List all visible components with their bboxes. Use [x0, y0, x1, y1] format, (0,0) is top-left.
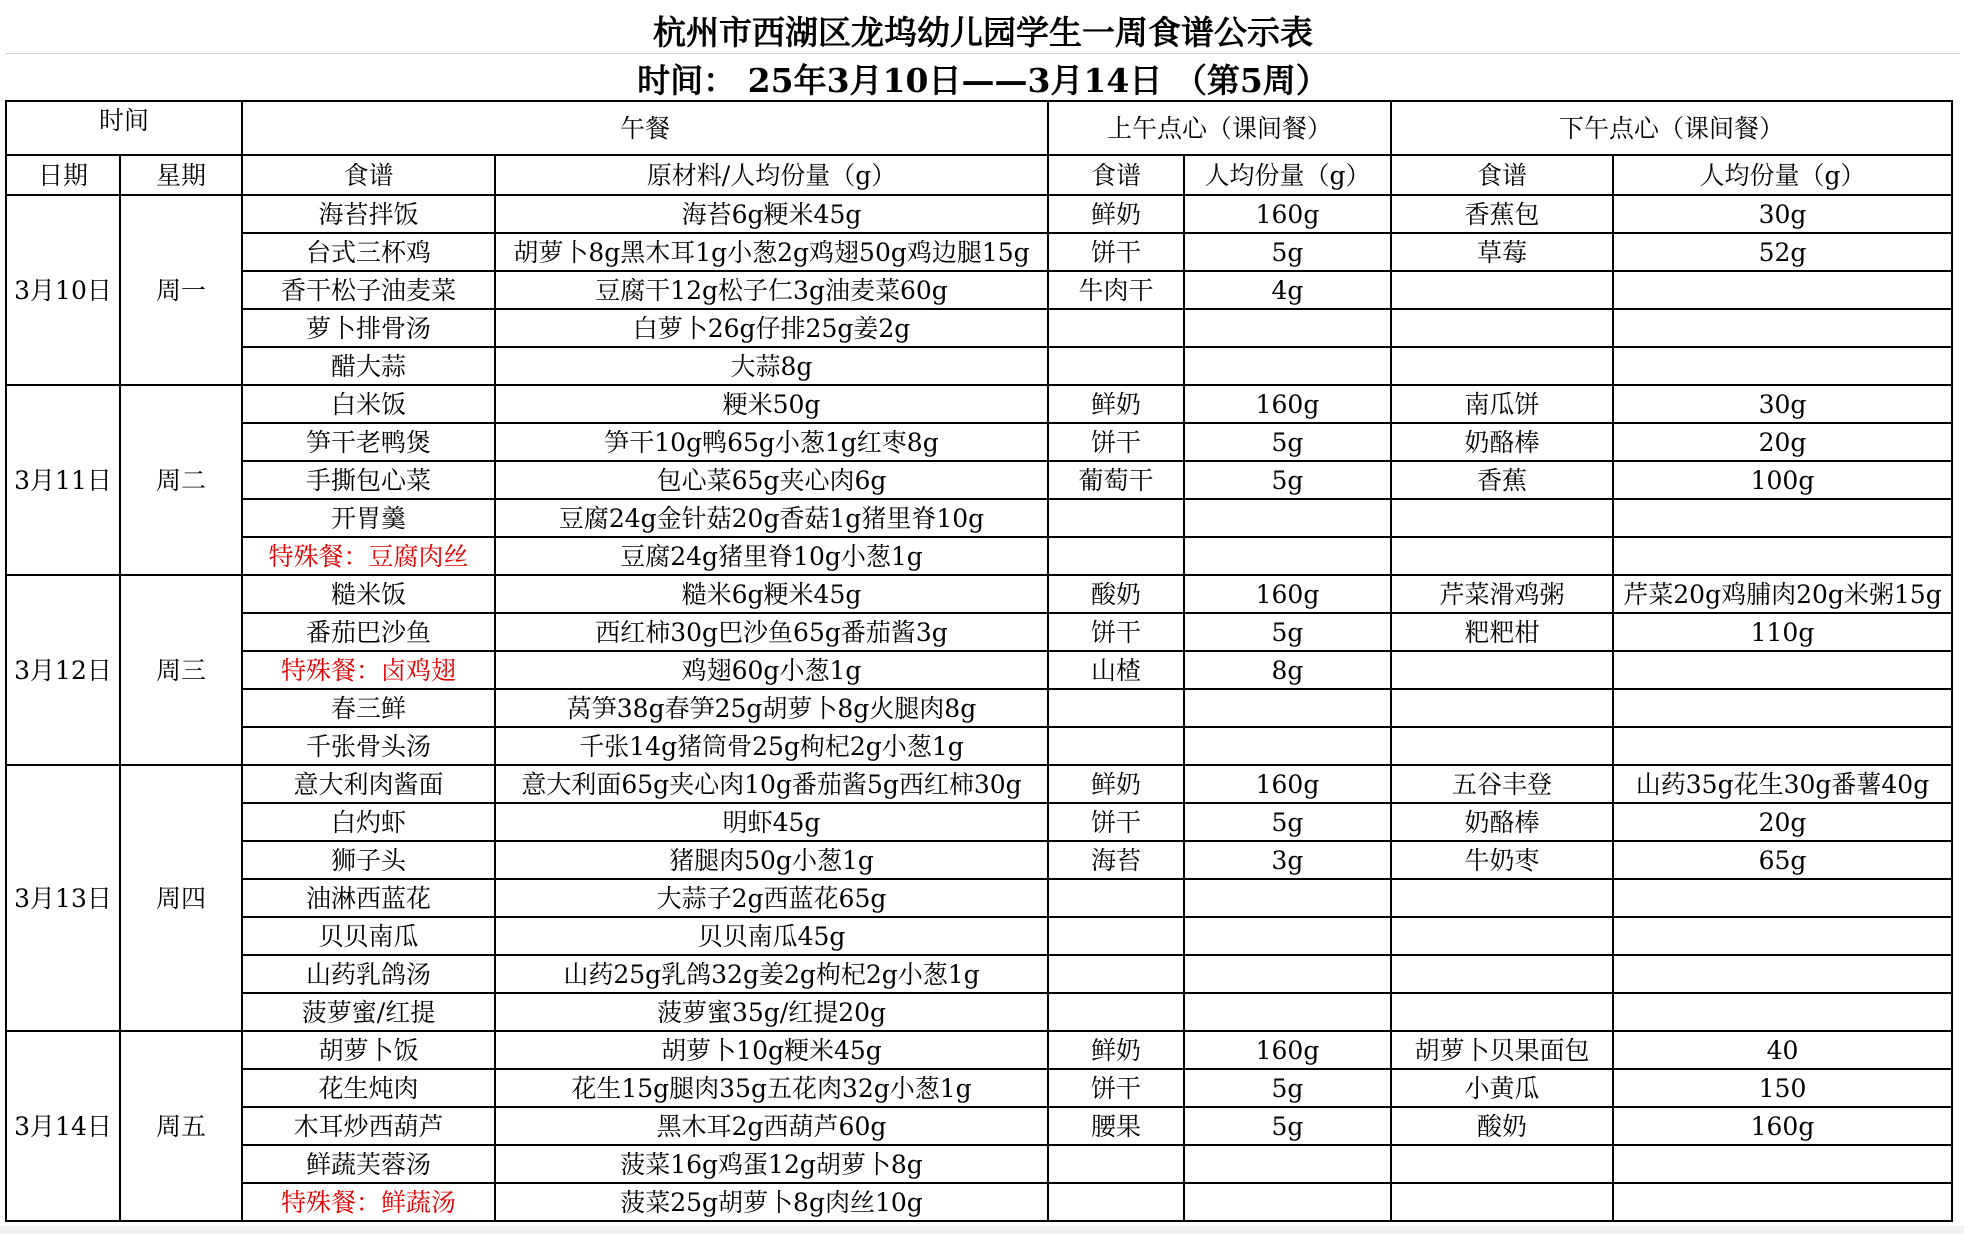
header-am-recipe: 食谱	[1048, 155, 1184, 195]
am-snack-item-cell: 饼干	[1048, 1069, 1184, 1107]
table-row	[6, 955, 1952, 993]
pm-snack-portion-cell	[1613, 347, 1952, 385]
pm-snack-portion-cell: 40	[1613, 1031, 1952, 1069]
date-range-subtitle: 时间： 25年3月10日——3月14日 （第5周）	[637, 60, 1329, 100]
pm-snack-item-cell: 粑粑柑	[1391, 613, 1613, 651]
lunch-dish-cell: 笋干老鸭煲	[242, 423, 495, 461]
lunch-dish-cell: 木耳炒西葫芦	[242, 1107, 495, 1145]
pm-snack-item-cell: 牛奶枣	[1391, 841, 1613, 879]
header-lunch: 午餐	[242, 101, 1048, 155]
am-snack-portion-cell	[1184, 955, 1391, 993]
lunch-ingredients-cell: 糙米6g粳米45g	[495, 575, 1048, 613]
am-snack-item-cell: 饼干	[1048, 613, 1184, 651]
am-snack-item-cell: 鲜奶	[1048, 765, 1184, 803]
pm-snack-portion-cell: 30g	[1613, 195, 1952, 233]
am-snack-item-cell	[1048, 917, 1184, 955]
lunch-ingredients-cell: 海苔6g粳米45g	[495, 195, 1048, 233]
pm-snack-item-cell: 南瓜饼	[1391, 385, 1613, 423]
table-row	[6, 271, 1952, 309]
lunch-ingredients-cell: 意大利面65g夹心肉10g番茄酱5g西红柿30g	[495, 765, 1048, 803]
pm-snack-item-cell: 小黄瓜	[1391, 1069, 1613, 1107]
pm-snack-item-cell	[1391, 1145, 1613, 1183]
header-pm-portion: 人均份量（g）	[1613, 155, 1952, 195]
am-snack-portion-cell: 5g	[1184, 1069, 1391, 1107]
am-snack-item-cell: 鲜奶	[1048, 1031, 1184, 1069]
page-title: 杭州市西湖区龙坞幼儿园学生一周食谱公示表	[6, 8, 1960, 54]
am-snack-portion-cell: 160g	[1184, 385, 1391, 423]
table-row	[6, 1069, 1952, 1107]
am-snack-item-cell: 山楂	[1048, 651, 1184, 689]
am-snack-portion-cell: 8g	[1184, 651, 1391, 689]
lunch-dish-cell: 特殊餐：卤鸡翅	[242, 651, 495, 689]
lunch-ingredients-cell: 猪腿肉50g小葱1g	[495, 841, 1048, 879]
table-row	[6, 727, 1952, 765]
lunch-dish-cell: 千张骨头汤	[242, 727, 495, 765]
header-weekday: 星期	[120, 155, 242, 195]
lunch-dish-cell: 海苔拌饭	[242, 195, 495, 233]
pm-snack-portion-cell	[1613, 917, 1952, 955]
pm-snack-item-cell	[1391, 271, 1613, 309]
day-weekday-cell: 周四	[120, 765, 242, 1031]
am-snack-portion-cell: 5g	[1184, 233, 1391, 271]
am-snack-item-cell	[1048, 537, 1184, 575]
pm-snack-portion-cell	[1613, 955, 1952, 993]
day-date-cell: 3月11日	[6, 385, 120, 575]
am-snack-portion-cell: 5g	[1184, 423, 1391, 461]
am-snack-item-cell: 鲜奶	[1048, 195, 1184, 233]
lunch-dish-cell: 鲜蔬芙蓉汤	[242, 1145, 495, 1183]
day-weekday-cell: 周一	[120, 195, 242, 385]
am-snack-portion-cell: 160g	[1184, 195, 1391, 233]
pm-snack-item-cell	[1391, 347, 1613, 385]
table-row	[6, 499, 1952, 537]
lunch-ingredients-cell: 西红柿30g巴沙鱼65g番茄酱3g	[495, 613, 1048, 651]
lunch-dish-cell: 香干松子油麦菜	[242, 271, 495, 309]
lunch-dish-cell: 山药乳鸽汤	[242, 955, 495, 993]
lunch-dish-cell: 糙米饭	[242, 575, 495, 613]
am-snack-item-cell: 饼干	[1048, 233, 1184, 271]
table-row	[6, 385, 1952, 423]
am-snack-portion-cell	[1184, 917, 1391, 955]
pm-snack-item-cell: 芹菜滑鸡粥	[1391, 575, 1613, 613]
pm-snack-item-cell: 五谷丰登	[1391, 765, 1613, 803]
am-snack-item-cell	[1048, 689, 1184, 727]
am-snack-portion-cell: 5g	[1184, 461, 1391, 499]
lunch-dish-cell: 菠萝蜜/红提	[242, 993, 495, 1031]
pm-snack-item-cell: 奶酪棒	[1391, 803, 1613, 841]
pm-snack-portion-cell	[1613, 1145, 1952, 1183]
day-date-cell: 3月14日	[6, 1031, 120, 1221]
am-snack-portion-cell	[1184, 537, 1391, 575]
pm-snack-portion-cell	[1613, 499, 1952, 537]
pm-snack-portion-cell: 160g	[1613, 1107, 1952, 1145]
am-snack-item-cell: 葡萄干	[1048, 461, 1184, 499]
lunch-dish-cell: 春三鲜	[242, 689, 495, 727]
pm-snack-portion-cell: 山药35g花生30g番薯40g	[1613, 765, 1952, 803]
am-snack-portion-cell: 160g	[1184, 765, 1391, 803]
am-snack-item-cell: 饼干	[1048, 803, 1184, 841]
table-row	[6, 613, 1952, 651]
am-snack-portion-cell: 4g	[1184, 271, 1391, 309]
am-snack-item-cell	[1048, 499, 1184, 537]
pm-snack-portion-cell	[1613, 879, 1952, 917]
table-row	[6, 1183, 1952, 1221]
lunch-dish-cell: 特殊餐：鲜蔬汤	[242, 1183, 495, 1221]
am-snack-portion-cell: 3g	[1184, 841, 1391, 879]
lunch-ingredients-cell: 贝贝南瓜45g	[495, 917, 1048, 955]
am-snack-portion-cell	[1184, 1145, 1391, 1183]
lunch-ingredients-cell: 胡萝卜10g粳米45g	[495, 1031, 1048, 1069]
header-date: 日期	[6, 155, 120, 195]
day-weekday-cell: 周五	[120, 1031, 242, 1221]
header-row-2	[6, 155, 1952, 195]
lunch-ingredients-cell: 菠萝蜜35g/红提20g	[495, 993, 1048, 1031]
lunch-ingredients-cell: 胡萝卜8g黑木耳1g小葱2g鸡翅50g鸡边腿15g	[495, 233, 1048, 271]
am-snack-portion-cell: 160g	[1184, 575, 1391, 613]
am-snack-portion-cell	[1184, 309, 1391, 347]
header-ingredients: 原材料/人均份量（g）	[495, 155, 1048, 195]
lunch-ingredients-cell: 豆腐24g猪里脊10g小葱1g	[495, 537, 1048, 575]
day-weekday-cell: 周二	[120, 385, 242, 575]
lunch-ingredients-cell: 笋干10g鸭65g小葱1g红枣8g	[495, 423, 1048, 461]
pm-snack-item-cell: 香蕉	[1391, 461, 1613, 499]
am-snack-portion-cell: 5g	[1184, 803, 1391, 841]
lunch-dish-cell: 白灼虾	[242, 803, 495, 841]
pm-snack-item-cell	[1391, 917, 1613, 955]
lunch-ingredients-cell: 包心菜65g夹心肉6g	[495, 461, 1048, 499]
am-snack-portion-cell: 5g	[1184, 1107, 1391, 1145]
pm-snack-item-cell	[1391, 1183, 1613, 1221]
lunch-ingredients-cell: 莴笋38g春笋25g胡萝卜8g火腿肉8g	[495, 689, 1048, 727]
header-afternoon-snack: 下午点心（课间餐）	[1391, 101, 1952, 155]
lunch-dish-cell: 意大利肉酱面	[242, 765, 495, 803]
header-time: 时间	[6, 101, 242, 155]
pm-snack-item-cell	[1391, 651, 1613, 689]
am-snack-item-cell: 牛肉干	[1048, 271, 1184, 309]
pm-snack-item-cell	[1391, 993, 1613, 1031]
lunch-ingredients-cell: 豆腐24g金针菇20g香菇1g猪里脊10g	[495, 499, 1048, 537]
am-snack-portion-cell	[1184, 499, 1391, 537]
table-row	[6, 689, 1952, 727]
lunch-ingredients-cell: 黑木耳2g西葫芦60g	[495, 1107, 1048, 1145]
pm-snack-portion-cell	[1613, 727, 1952, 765]
table-row	[6, 195, 1952, 233]
pm-snack-portion-cell: 100g	[1613, 461, 1952, 499]
table-row	[6, 841, 1952, 879]
pm-snack-portion-cell	[1613, 1183, 1952, 1221]
pm-snack-portion-cell	[1613, 537, 1952, 575]
pm-snack-item-cell	[1391, 309, 1613, 347]
lunch-ingredients-cell: 千张14g猪筒骨25g枸杞2g小葱1g	[495, 727, 1048, 765]
pm-snack-portion-cell	[1613, 689, 1952, 727]
lunch-dish-cell: 开胃羹	[242, 499, 495, 537]
header-recipe: 食谱	[242, 155, 495, 195]
table-row	[6, 233, 1952, 271]
day-date-cell: 3月10日	[6, 195, 120, 385]
pm-snack-portion-cell	[1613, 271, 1952, 309]
am-snack-portion-cell: 160g	[1184, 1031, 1391, 1069]
pm-snack-portion-cell	[1613, 309, 1952, 347]
day-date-cell: 3月13日	[6, 765, 120, 1031]
pm-snack-portion-cell: 150	[1613, 1069, 1952, 1107]
table-row	[6, 1145, 1952, 1183]
table-row	[6, 1031, 1952, 1069]
pm-snack-portion-cell: 20g	[1613, 803, 1952, 841]
lunch-dish-cell: 狮子头	[242, 841, 495, 879]
am-snack-item-cell: 海苔	[1048, 841, 1184, 879]
header-morning-snack: 上午点心（课间餐）	[1048, 101, 1391, 155]
pm-snack-item-cell: 奶酪棒	[1391, 423, 1613, 461]
pm-snack-item-cell	[1391, 879, 1613, 917]
table-row	[6, 537, 1952, 575]
table-row	[6, 575, 1952, 613]
pm-snack-item-cell	[1391, 689, 1613, 727]
table-row	[6, 1107, 1952, 1145]
table-row	[6, 879, 1952, 917]
pm-snack-portion-cell	[1613, 993, 1952, 1031]
lunch-dish-cell: 油淋西蓝花	[242, 879, 495, 917]
am-snack-item-cell	[1048, 727, 1184, 765]
am-snack-item-cell	[1048, 955, 1184, 993]
am-snack-portion-cell	[1184, 879, 1391, 917]
pm-snack-portion-cell: 52g	[1613, 233, 1952, 271]
lunch-ingredients-cell: 大蒜子2g西蓝花65g	[495, 879, 1048, 917]
am-snack-item-cell	[1048, 993, 1184, 1031]
day-weekday-cell: 周三	[120, 575, 242, 765]
day-date-cell: 3月12日	[6, 575, 120, 765]
am-snack-portion-cell	[1184, 347, 1391, 385]
lunch-dish-cell: 胡萝卜饭	[242, 1031, 495, 1069]
lunch-ingredients-cell: 山药25g乳鸽32g姜2g枸杞2g小葱1g	[495, 955, 1048, 993]
pm-snack-item-cell: 草莓	[1391, 233, 1613, 271]
lunch-ingredients-cell: 白萝卜26g仔排25g姜2g	[495, 309, 1048, 347]
pm-snack-item-cell	[1391, 537, 1613, 575]
lunch-ingredients-cell: 大蒜8g	[495, 347, 1048, 385]
table-row	[6, 347, 1952, 385]
am-snack-portion-cell	[1184, 689, 1391, 727]
lunch-dish-cell: 萝卜排骨汤	[242, 309, 495, 347]
sheet-bottom-strip	[0, 1226, 1964, 1234]
pm-snack-portion-cell: 20g	[1613, 423, 1952, 461]
pm-snack-item-cell	[1391, 499, 1613, 537]
lunch-dish-cell: 特殊餐：豆腐肉丝	[242, 537, 495, 575]
lunch-ingredients-cell: 花生15g腿肉35g五花肉32g小葱1g	[495, 1069, 1048, 1107]
table-row	[6, 993, 1952, 1031]
lunch-ingredients-cell: 鸡翅60g小葱1g	[495, 651, 1048, 689]
am-snack-portion-cell	[1184, 1183, 1391, 1221]
table-row	[6, 461, 1952, 499]
pm-snack-item-cell	[1391, 955, 1613, 993]
pm-snack-portion-cell: 65g	[1613, 841, 1952, 879]
lunch-ingredients-cell: 菠菜16g鸡蛋12g胡萝卜8g	[495, 1145, 1048, 1183]
header-pm-recipe: 食谱	[1391, 155, 1613, 195]
am-snack-item-cell: 鲜奶	[1048, 385, 1184, 423]
weekly-menu-table	[5, 100, 1953, 1222]
table-row	[6, 651, 1952, 689]
pm-snack-portion-cell	[1613, 651, 1952, 689]
lunch-dish-cell: 贝贝南瓜	[242, 917, 495, 955]
pm-snack-item-cell: 香蕉包	[1391, 195, 1613, 233]
lunch-dish-cell: 台式三杯鸡	[242, 233, 495, 271]
lunch-ingredients-cell: 粳米50g	[495, 385, 1048, 423]
lunch-dish-cell: 白米饭	[242, 385, 495, 423]
lunch-ingredients-cell: 明虾45g	[495, 803, 1048, 841]
lunch-ingredients-cell: 豆腐干12g松子仁3g油麦菜60g	[495, 271, 1048, 309]
lunch-dish-cell: 番茄巴沙鱼	[242, 613, 495, 651]
lunch-dish-cell: 醋大蒜	[242, 347, 495, 385]
lunch-dish-cell: 花生炖肉	[242, 1069, 495, 1107]
table-row	[6, 309, 1952, 347]
am-snack-portion-cell	[1184, 727, 1391, 765]
am-snack-item-cell	[1048, 309, 1184, 347]
am-snack-portion-cell: 5g	[1184, 613, 1391, 651]
header-row-1	[6, 101, 1952, 155]
table-row	[6, 803, 1952, 841]
table-row	[6, 765, 1952, 803]
am-snack-item-cell	[1048, 1183, 1184, 1221]
am-snack-portion-cell	[1184, 993, 1391, 1031]
am-snack-item-cell	[1048, 1145, 1184, 1183]
pm-snack-item-cell	[1391, 727, 1613, 765]
pm-snack-portion-cell: 芹菜20g鸡脯肉20g米粥15g	[1613, 575, 1952, 613]
pm-snack-item-cell: 酸奶	[1391, 1107, 1613, 1145]
am-snack-item-cell	[1048, 879, 1184, 917]
pm-snack-portion-cell: 30g	[1613, 385, 1952, 423]
pm-snack-item-cell: 胡萝卜贝果面包	[1391, 1031, 1613, 1069]
am-snack-item-cell: 腰果	[1048, 1107, 1184, 1145]
pm-snack-portion-cell: 110g	[1613, 613, 1952, 651]
am-snack-item-cell: 酸奶	[1048, 575, 1184, 613]
header-am-portion: 人均份量（g）	[1184, 155, 1391, 195]
lunch-dish-cell: 手撕包心菜	[242, 461, 495, 499]
lunch-ingredients-cell: 菠菜25g胡萝卜8g肉丝10g	[495, 1183, 1048, 1221]
table-row	[6, 917, 1952, 955]
am-snack-item-cell: 饼干	[1048, 423, 1184, 461]
am-snack-item-cell	[1048, 347, 1184, 385]
table-row	[6, 423, 1952, 461]
